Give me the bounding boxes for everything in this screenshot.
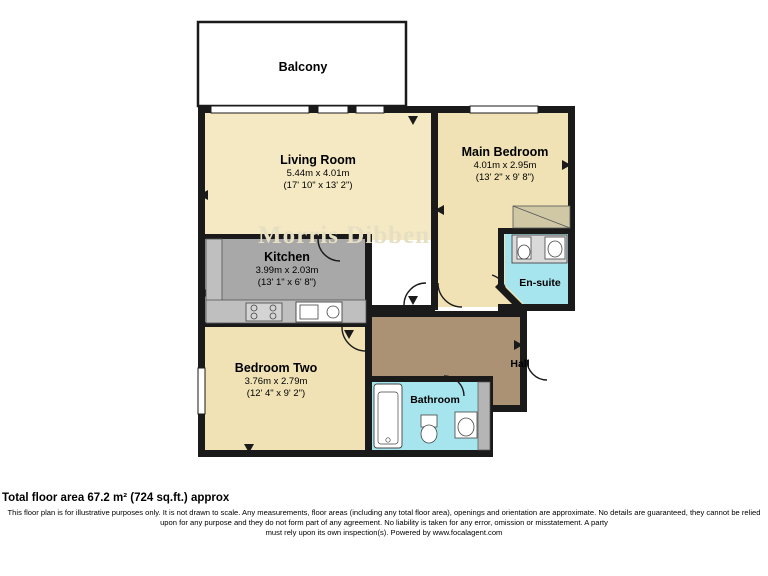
room-hall-fill-2 — [369, 317, 523, 380]
room-name-en-suite: En-suite — [519, 277, 561, 289]
room-name-living-room: Living Room — [280, 153, 356, 167]
wall-bottom — [198, 450, 493, 457]
wall-living-bottom — [369, 305, 435, 311]
room-name-kitchen: Kitchen — [264, 250, 310, 264]
wall-ensuite-bottom — [498, 304, 575, 311]
room-name-bedroom-two: Bedroom Two — [234, 361, 318, 375]
window-living-1 — [211, 106, 309, 113]
room-balcony-fill — [198, 22, 406, 106]
room-dim-main-bedroom-1: 4.01m x 2.95m — [473, 160, 537, 172]
wall-living-bedroom — [431, 106, 438, 310]
wall-ensuite-left — [498, 228, 504, 286]
wall-bathroom-top — [369, 376, 493, 382]
room-living-room-fill — [203, 112, 433, 237]
disclaimer-line-2: details are guaranteed, they cannot be relied upon for any purpose and they do not form part of any agreement. No liability is taken for any error, omission or misstatement. A party — [160, 508, 761, 528]
disclaimer-line-1: This floor plan is for illustrative purposes only. It is not drawn to scale. Any measurements, floor areas (including any total floor area), openings and orientation are approximate. No — [7, 508, 609, 517]
wall-ensuite-top — [498, 228, 575, 234]
room-name-main-bedroom: Main Bedroom — [461, 145, 549, 159]
wall-hall-right — [520, 305, 527, 412]
room-name-balcony: Balcony — [278, 60, 328, 74]
footer — [0, 492, 768, 538]
disclaimer — [0, 504, 768, 538]
kitchen-hob — [246, 303, 282, 321]
room-bedroom-two-fill — [203, 325, 369, 455]
room-dim-living-room-2: (17' 10" x 13' 2") — [283, 179, 353, 191]
room-dim-kitchen-1: 3.99m x 2.03m — [255, 265, 319, 277]
room-dim-main-bedroom-2: (13' 2" x 9' 8") — [475, 171, 535, 183]
disclaimer-line-3: must rely upon its own inspection(s). Powered by www.focalagent.com — [265, 528, 503, 538]
window-living-3 — [356, 106, 384, 113]
bathroom-cupboard — [478, 382, 490, 450]
room-dim-living-room-1: 5.44m x 4.01m — [286, 168, 350, 180]
room-name-bathroom: Bathroom — [410, 394, 460, 406]
watermark-text: Morris Dibben — [258, 222, 431, 249]
ensuite-fittings — [512, 235, 567, 263]
main-bedroom-fittings — [513, 206, 570, 228]
room-name-hall: Hall — [510, 358, 530, 370]
room-dim-bedroom-two-2: (12' 4" x 9' 2") — [246, 387, 306, 399]
window-bedroom-main — [470, 106, 538, 113]
wall-hall-top — [369, 311, 524, 317]
door-entrance — [527, 360, 547, 380]
arrow-living-bottom — [408, 296, 418, 305]
total-floor-area: Total floor area 67.2 m² (724 sq.ft.) approx — [2, 492, 230, 504]
room-dim-bedroom-two-1: 3.76m x 2.79m — [244, 376, 308, 388]
window-bedroom-two — [198, 368, 205, 414]
door-living-hall — [404, 283, 426, 305]
wall-bedroom2-right — [365, 322, 372, 457]
wall-living-kitchen — [203, 234, 369, 239]
room-dim-kitchen-2: (13' 1" x 6' 8") — [257, 276, 317, 288]
window-living-2 — [318, 106, 348, 113]
